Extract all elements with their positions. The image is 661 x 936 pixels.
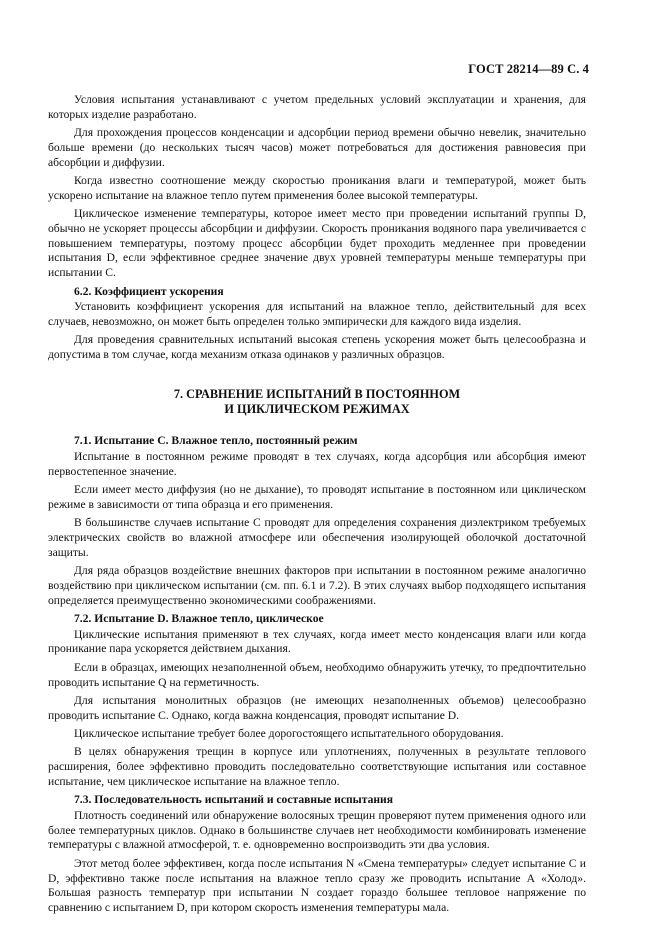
paragraph: Условия испытания устанавливают с учетом предельных условий эксплуатации и хранения, для которых изделие разработано. — [48, 93, 586, 121]
paragraph: Этот метод более эффективен, когда после испытания N «Смена температуры» следует испытание С и D, эффективно также после испытания на влажное тепло сразу же проводить испытание А «Холод». Большая разность температур при испытании N создает гораздо большее тепловое напряжение по сравнению с испытанием D, при котором скорость изменения температуры мала. — [48, 856, 586, 915]
subsection-title-7-1: 7.1. Испытание С. Влажное тепло, постоянный режим — [74, 434, 358, 448]
paragraph: В целях обнаружения трещин в корпусе или уплотнениях, полученных в результате теплового расширения, более эффективно проводить последовательно соответствующие испытания или составное испытание, чем циклическое испытание на влажное тепло. — [48, 745, 586, 788]
paragraph: Испытание в постоянном режиме проводят в тех случаях, когда адсорбция или абсорбция имеют первостепенное значение. — [48, 449, 586, 478]
section-title-line: И ЦИКЛИЧЕСКОМ РЕЖИМАХ — [224, 401, 410, 416]
paragraph: Для прохождения процессов конденсации и адсорбции период времени обычно невелик, значительно больше времени (до нескольких тысяч часов) может потребоваться для достижения равновесия при абсорбции и диффузии. — [48, 126, 586, 169]
subsection-title-6-2: 6.2. Коэффициент ускорения — [74, 284, 224, 298]
paragraph: Циклические испытания применяют в тех случаях, когда имеет место конденсация влаги или когда проникание пара ускоряется действием дыхания. — [48, 627, 586, 656]
paragraph: В большинстве случаев испытание С проводят для определения сохранения диэлектриком требуемых электрических свойств во влажной атмосфере или обеспечения изолирующей оболочкой достаточной защиты. — [48, 516, 586, 559]
paragraph: Циклическое испытание требует более дорогостоящего испытательного оборудования. — [74, 726, 504, 740]
subsection-title-7-2: 7.2. Испытание D. Влажное тепло, циклическое — [74, 611, 324, 625]
paragraph: Установить коэффициент ускорения для испытаний на влажное тепло, действительный для всех случаев, невозможно, он может быть определен только эмпирически для каждого вида изделия. — [48, 300, 586, 329]
section-title-line: 7. СРАВНЕНИЕ ИСПЫТАНИЙ В ПОСТОЯННОМ — [173, 387, 461, 402]
section-title-7 — [48, 387, 586, 416]
paragraph: Для испытания монолитных образцов (не имеющих незаполненных объемов) целесообразно проводить испытание С. Однако, когда важна конденсация, проводят испытание D. — [48, 693, 586, 722]
subsection-title-7-3: 7.3. Последовательность испытаний и составные испытания — [74, 793, 393, 807]
document-body — [48, 93, 586, 919]
paragraph: Для ряда образцов воздействие внешних факторов при испытании в постоянном режиме аналогично воздействию при циклическом испытании (см. пп. 6.1 и 7.2). В этих случаях выбор подходящего испытания определяется преимущественно экономическими соображениями. — [48, 563, 586, 607]
paragraph: Для проведения сравнительных испытаний высокая степень ускорения может быть целесообразна и допустима в том случае, когда механизм отказа одинаков у различных образцов. — [48, 333, 586, 362]
paragraph: Если имеет место диффузия (но не дыхание), то проводят испытание в постоянном или циклическом режиме в зависимости от типа образца и его применения. — [48, 482, 586, 511]
paragraph: Циклическое изменение температуры, которое имеет место при проведении испытаний группы D, обычно не ускоряет процессы абсорбции и диффузии. Скорость проникания водяного пара увеличивается с повышением температуры, поэтому процесс абсорбции будет проходить медленнее при проведении испытания D, если эффективное среднее значение двух уровней температуры меньше температуры при испытании С. — [48, 207, 586, 280]
paragraph: Когда известно соотношение между скоростью проникания влаги и температурой, может быть ускорено испытание на влажное тепло путем применения более высокой температуры. — [48, 173, 586, 202]
paragraph: Плотность соединений или обнаружение волосяных трещин проверяют путем применения одного или более температурных циклов. Однако в большинстве случаев нет необходимости комбинировать изменение температуры с влажной атмосферой, т. е. одновременно воспроизводить эти два условия. — [48, 808, 586, 852]
paragraph: Если в образцах, имеющих незаполненной объем, необходимо обнаружить утечку, то предпочтительно проводить испытание Q на герметичность. — [48, 660, 586, 689]
page-header: ГОСТ 28214—89 С. 4 — [468, 62, 589, 76]
